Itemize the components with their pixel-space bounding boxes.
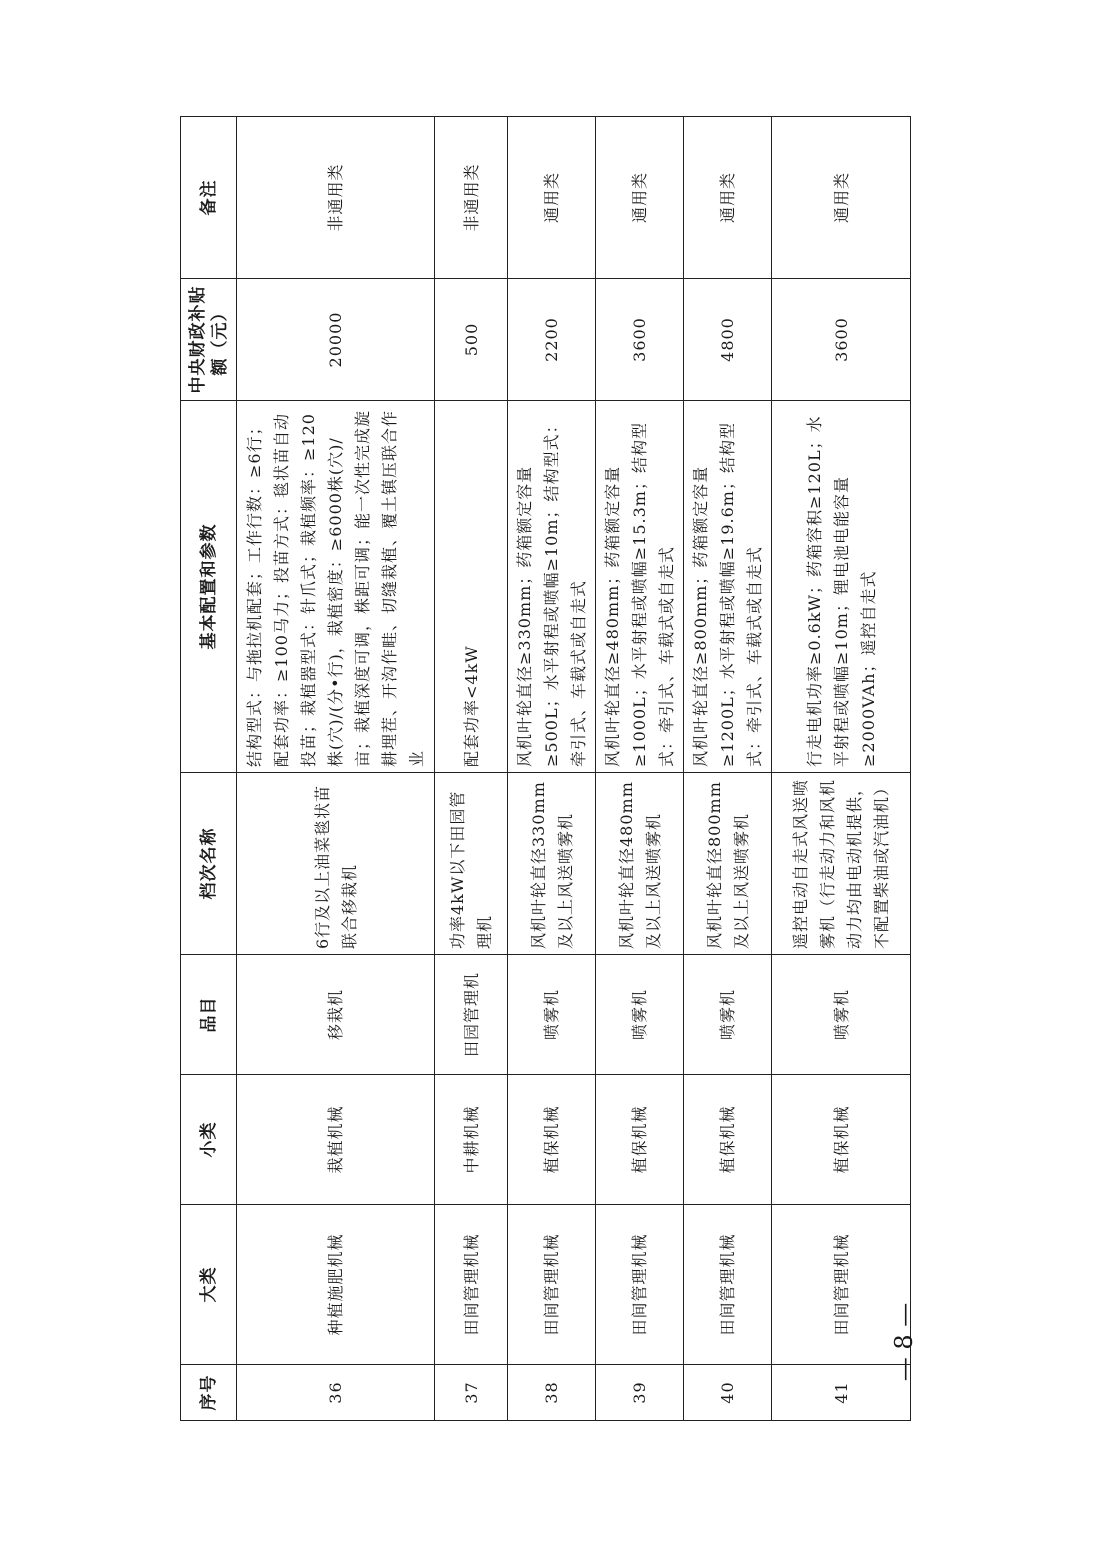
subsidy-table — [180, 116, 911, 1421]
cell-item: 田园管理机 — [435, 955, 508, 1075]
cell-remark: 通用类 — [772, 117, 911, 279]
table-row — [237, 117, 435, 1421]
cell-remark: 非通用类 — [237, 117, 435, 279]
cell-category: 田间管理机械 — [772, 1205, 911, 1365]
cell-item: 喷雾机 — [772, 955, 911, 1075]
cell-item: 喷雾机 — [684, 955, 772, 1075]
cell-seq: 41 — [772, 1365, 911, 1421]
header-subsidy: 中央财政补贴额（元） — [181, 279, 237, 401]
cell-remark: 通用类 — [508, 117, 596, 279]
cell-subcategory: 植保机械 — [684, 1075, 772, 1205]
cell-subcategory: 栽植机械 — [237, 1075, 435, 1205]
table-frame — [180, 117, 900, 1421]
cell-subsidy: 3600 — [772, 279, 911, 401]
cell-seq: 38 — [508, 1365, 596, 1421]
cell-remark: 通用类 — [684, 117, 772, 279]
header-category: 大类 — [181, 1205, 237, 1365]
cell-grade-name: 风机叶轮直径330mm及以上风送喷雾机 — [508, 773, 596, 955]
cell-seq: 36 — [237, 1365, 435, 1421]
cell-grade-name: 风机叶轮直径480mm及以上风送喷雾机 — [596, 773, 684, 955]
cell-params: 配套功率<4kW — [435, 401, 508, 773]
cell-subcategory: 植保机械 — [508, 1075, 596, 1205]
cell-params: 风机叶轮直径≥330mm；药箱额定容量≥500L；水平射程或喷幅≥10m；结构型式：牵引式、车载式或自走式 — [508, 401, 596, 773]
cell-grade-name: 功率4kW以下田园管理机 — [435, 773, 508, 955]
header-remark: 备注 — [181, 117, 237, 279]
table-row — [435, 117, 508, 1421]
header-grade-name: 档次名称 — [181, 773, 237, 955]
cell-subcategory: 植保机械 — [596, 1075, 684, 1205]
cell-subsidy: 4800 — [684, 279, 772, 401]
cell-params: 结构型式：与拖拉机配套；工作行数：≥6行；配套功率：≥100马力；投苗方式：毯状苗自动投苗；栽植器型式：针爪式；栽植频率：≥120株(穴)/(分•行)，栽植密度：≥6000株(穴)/亩；栽植深度可调，株距可调；能一次性完成旋耕埋茬、开沟作畦、切缝栽植、覆土镇压联合作业 — [237, 401, 435, 773]
cell-subsidy: 20000 — [237, 279, 435, 401]
header-item: 品目 — [181, 955, 237, 1075]
cell-subcategory: 植保机械 — [772, 1075, 911, 1205]
cell-item: 喷雾机 — [596, 955, 684, 1075]
cell-seq: 39 — [596, 1365, 684, 1421]
header-subcategory: 小类 — [181, 1075, 237, 1205]
cell-category: 种植施肥机械 — [237, 1205, 435, 1365]
cell-params: 风机叶轮直径≥800mm；药箱额定容量≥1200L；水平射程或喷幅≥19.6m；结构型式：牵引式、车载式或自走式 — [684, 401, 772, 773]
cell-item: 移栽机 — [237, 955, 435, 1075]
table-row — [772, 117, 911, 1421]
header-params: 基本配置和参数 — [181, 401, 237, 773]
cell-subsidy: 500 — [435, 279, 508, 401]
table-row — [684, 117, 772, 1421]
table-row — [596, 117, 684, 1421]
rotated-table-wrapper — [180, 117, 900, 1421]
cell-params: 风机叶轮直径≥480mm；药箱额定容量≥1000L；水平射程或喷幅≥15.3m；结构型式：牵引式、车载式或自走式 — [596, 401, 684, 773]
page-number — [884, 1300, 924, 1380]
cell-category: 田间管理机械 — [684, 1205, 772, 1365]
cell-category: 田间管理机械 — [435, 1205, 508, 1365]
cell-category: 田间管理机械 — [596, 1205, 684, 1365]
cell-subsidy: 2200 — [508, 279, 596, 401]
cell-subcategory: 中耕机械 — [435, 1075, 508, 1205]
cell-remark: 非通用类 — [435, 117, 508, 279]
cell-item: 喷雾机 — [508, 955, 596, 1075]
cell-remark: 通用类 — [596, 117, 684, 279]
cell-subsidy: 3600 — [596, 279, 684, 401]
table-row — [508, 117, 596, 1421]
cell-params: 行走电机功率≥0.6kW；药箱容积≥120L；水平射程或喷幅≥10m；锂电池电能容量≥2000VAh；遥控自走式 — [772, 401, 911, 773]
cell-grade-name: 风机叶轮直径800mm及以上风送喷雾机 — [684, 773, 772, 955]
header-row — [181, 117, 237, 1421]
page-number-text: — 8 — — [890, 1302, 918, 1382]
header-seq: 序号 — [181, 1365, 237, 1421]
cell-seq: 37 — [435, 1365, 508, 1421]
cell-category: 田间管理机械 — [508, 1205, 596, 1365]
cell-seq: 40 — [684, 1365, 772, 1421]
cell-grade-name: 遥控电动自走式风送喷雾机（行走动力和风机动力均由电动机提供，不配置柴油或汽油机） — [772, 773, 911, 955]
cell-grade-name: 6行及以上油菜毯状苗联合移栽机 — [237, 773, 435, 955]
